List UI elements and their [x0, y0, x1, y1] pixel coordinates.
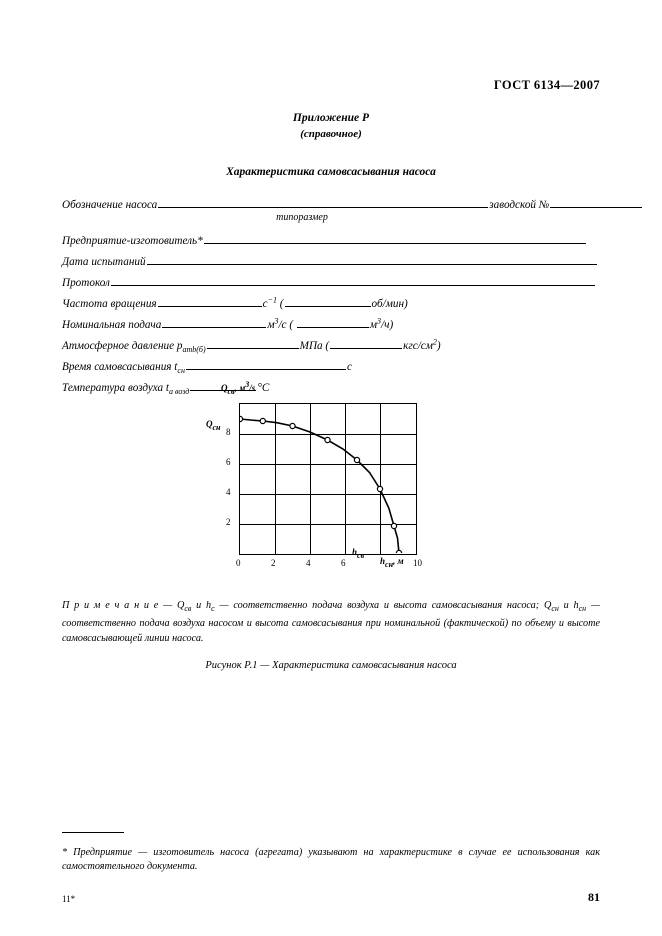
note-text: — $Q_{св}$ и $h_с$ — соответственно подача воздуха и высота самовсасывания насоса; $Q_{сн}$ и $h_{сн}$ — соответственно подача воздуха насосом и высота самовсасывания при номинальной (фактической) по объему и высоте самовсасывающей линии насоса. — [62, 600, 601, 645]
label-designation: Обозначение насоса — [62, 199, 158, 211]
x-tick-10: 10 — [413, 558, 422, 568]
self-priming-chart — [206, 380, 447, 582]
pump-data-form — [62, 196, 600, 400]
fill-line[interactable] — [158, 196, 488, 208]
paren-open: ( — [279, 298, 284, 310]
unit-kgscm2: кгс/$см^2$) — [403, 337, 441, 352]
form-row-atmospheric-pressure — [62, 337, 600, 358]
fill-line[interactable] — [162, 316, 266, 328]
symbol-pamb: $p_{amb(б)}$ — [176, 340, 206, 355]
figure-caption: Рисунок Р.1 — Характеристика самовсасывания насоса — [205, 660, 457, 671]
footnote-text: * Предприятие — изготовитель насоса (агрегата) указывают на характеристике в случае ее использования как самостоятельного документа. — [62, 847, 600, 872]
fill-line[interactable] — [147, 253, 597, 265]
x-tick-6: 6 — [341, 558, 346, 568]
symbol-tcn: $t_{сн}$ — [174, 361, 185, 376]
unit-rpm: об/мин) — [371, 298, 408, 310]
curve-svg — [240, 404, 415, 553]
signature-mark: 11* — [62, 894, 76, 904]
fill-line[interactable] — [297, 316, 369, 328]
label-manufacturer: Предприятие-изготовитель* — [62, 235, 203, 247]
label-nominal-flow: Номинальная подача — [62, 319, 162, 331]
x-axis-label: $h_{св}$ — [352, 547, 365, 560]
priming-curve — [240, 419, 399, 553]
x-axis-label-hcn: $h_{сн}$, м — [380, 556, 404, 569]
y-tick-4: 4 — [226, 487, 231, 497]
label-priming-time: Время самовсасывания — [62, 361, 172, 373]
x-tick-2: 2 — [271, 558, 276, 568]
label-rotation-speed: Частота вращения — [62, 298, 157, 310]
fill-line[interactable] — [111, 274, 595, 286]
unit-m3h: $м^3/ч$) — [369, 316, 394, 331]
form-row-protocol — [62, 274, 600, 295]
label-atmospheric-pressure: Атмосферное давление — [62, 340, 175, 352]
fill-line[interactable] — [330, 337, 402, 349]
fill-line[interactable] — [285, 295, 371, 307]
unit-mpa: МПа ( — [299, 340, 330, 352]
y-tick-6: 6 — [226, 457, 231, 467]
label-test-date: Дата испытаний — [62, 256, 146, 268]
y-tick-2: 2 — [226, 517, 231, 527]
fill-line[interactable] — [186, 358, 346, 370]
form-row-nominal-flow: Номинальная подача $м^3/с$ ( $м^3/ч$) — [62, 316, 394, 331]
fill-line[interactable] — [204, 232, 586, 244]
x-tick-4: 4 — [306, 558, 311, 568]
appendix-title: Приложение Р — [292, 112, 370, 124]
y-axis-label-qcn: $Q_{сн}$ — [206, 419, 221, 432]
label-serial: заводской № — [489, 199, 550, 211]
fill-line[interactable] — [207, 337, 299, 349]
plot-area — [239, 403, 417, 555]
y-tick-8: 8 — [226, 427, 231, 437]
y-axis-label: $Q_{св}$, $м^3/s$ — [221, 380, 256, 396]
label-protocol: Протокол — [62, 277, 110, 289]
form-row-test-date — [62, 253, 600, 274]
footnote-divider — [62, 832, 124, 833]
fill-line[interactable] — [158, 295, 262, 307]
standard-number: ГОСТ 6134—2007 — [493, 78, 600, 92]
label-air-temperature: Температура воздуха — [62, 382, 164, 394]
note-prefix: П р и м е ч а н и е — [62, 600, 159, 611]
section-heading: Характеристика самовсасывания насоса — [226, 166, 436, 178]
appendix-subtitle: (справочное) — [300, 128, 362, 140]
form-row-designation — [62, 196, 600, 223]
unit-celsius: °С — [257, 382, 270, 394]
note-block — [62, 598, 600, 646]
unit-seconds: с — [346, 361, 352, 373]
caption-typesize: типоразмер — [276, 212, 328, 223]
unit-m3s: $м^3/с$ — [267, 316, 287, 331]
x-tick-0: 0 — [236, 558, 241, 568]
form-row-rotation-speed — [62, 295, 600, 316]
unit-per-second: $с^{-1}$ — [262, 295, 277, 310]
page-number: 81 — [588, 890, 600, 904]
symbol-ta: $t_{а возд}$ — [165, 382, 190, 397]
form-row-manufacturer — [62, 232, 600, 253]
form-row-priming-time — [62, 358, 600, 379]
fill-line[interactable] — [550, 196, 642, 208]
